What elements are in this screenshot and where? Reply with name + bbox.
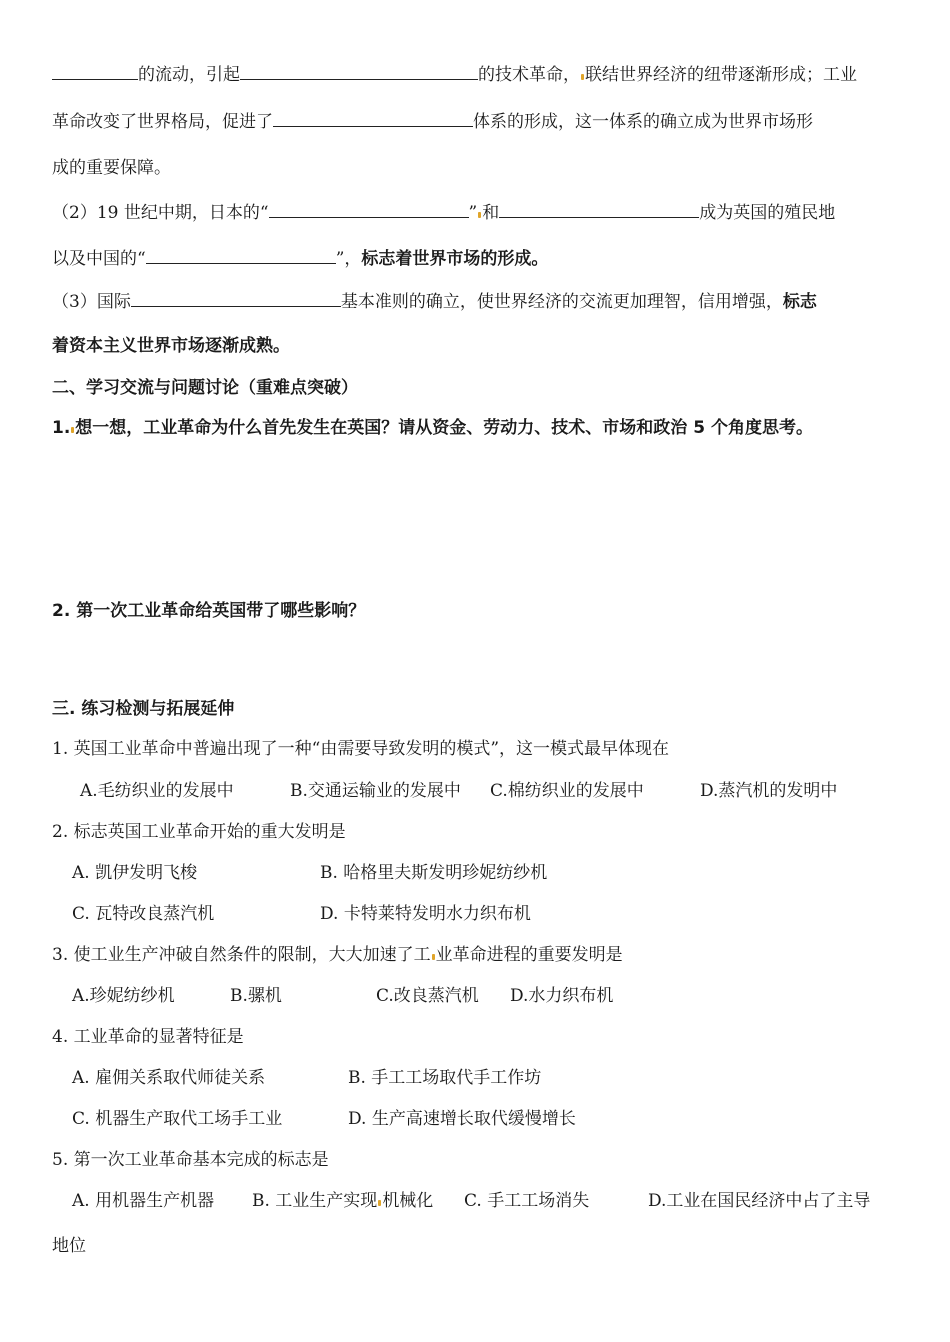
question-3-options: [72, 984, 613, 1008]
question-4-options-row-2: [72, 1107, 576, 1131]
option-a[interactable]: A. 雇佣关系取代师徒关系: [72, 1068, 266, 1088]
annotation-mark: [71, 427, 74, 433]
option-b[interactable]: B. 手工工场取代手工作坊: [348, 1068, 542, 1088]
section-heading-2: 二、学习交流与问题讨论（重难点突破）: [52, 378, 358, 398]
fill-line-7: 着资本主义世界市场逐渐成熟。: [52, 336, 290, 356]
section-heading-3: 三. 练习检测与拓展延伸: [52, 699, 235, 719]
blank-field[interactable]: [131, 289, 341, 307]
question-2-options-row-2: [72, 902, 531, 926]
option-d[interactable]: D.工业在国民经济中占了主导: [648, 1191, 871, 1211]
annotation-mark: [581, 74, 584, 80]
option-d[interactable]: D. 生产高速增长取代缓慢增长: [348, 1109, 576, 1129]
option-b[interactable]: B. 工业生产实现 机械化: [252, 1191, 434, 1211]
option-c[interactable]: C.改良蒸汽机: [376, 986, 479, 1006]
blank-field[interactable]: [269, 200, 469, 218]
fill-line-4: （2）19 世纪中期，日本的“ ” 和 成为英国的殖民地: [52, 200, 835, 225]
question-2-options-row-1: [72, 861, 547, 885]
option-c[interactable]: C. 机器生产取代工场手工业: [72, 1109, 283, 1129]
option-b[interactable]: B.交通运输业的发展中: [290, 781, 461, 801]
option-a[interactable]: A.毛纺织业的发展中: [80, 781, 234, 801]
option-d[interactable]: D. 卡特莱特发明水力织布机: [320, 904, 531, 924]
option-c[interactable]: C. 瓦特改良蒸汽机: [72, 904, 215, 924]
discussion-question-1: 1. 想一想，工业革命为什么首先发生在英国？请从资金、劳动力、技术、市场和政治 5 个角度思考。: [52, 418, 813, 438]
question-2-stem: 2. 标志英国工业革命开始的重大发明是: [52, 822, 346, 842]
annotation-mark: [432, 954, 435, 960]
annotation-mark: [378, 1200, 381, 1206]
question-5-option-d-continued: 地位: [52, 1236, 86, 1256]
fill-line-2: 革命改变了世界格局，促进了 体系的形成，这一体系的确立成为世界市场形: [52, 109, 813, 134]
blank-field[interactable]: [499, 200, 699, 218]
question-5-stem: 5. 第一次工业革命基本完成的标志是: [52, 1150, 329, 1170]
option-d[interactable]: D.蒸汽机的发明中: [700, 781, 838, 801]
option-c[interactable]: C. 手工工场消失: [464, 1191, 590, 1211]
option-a[interactable]: A.珍妮纺纱机: [72, 986, 175, 1006]
question-4-stem: 4. 工业革命的显著特征是: [52, 1027, 244, 1047]
option-b[interactable]: B.骡机: [230, 986, 282, 1006]
discussion-question-2: 2. 第一次工业革命给英国带了哪些影响？: [52, 601, 366, 621]
blank-field[interactable]: [273, 109, 473, 127]
fill-line-5: 以及中国的“ ”，标志着世界市场的形成。: [52, 246, 548, 271]
option-b[interactable]: B. 哈格里夫斯发明珍妮纺纱机: [320, 863, 548, 883]
option-d[interactable]: D.水力织布机: [510, 986, 614, 1006]
annotation-mark: [478, 212, 481, 218]
option-c[interactable]: C.棉纺织业的发展中: [490, 781, 644, 801]
blank-field[interactable]: [240, 62, 478, 80]
fill-line-3: 成的重要保障。: [52, 158, 171, 178]
option-a[interactable]: A. 用机器生产机器: [72, 1191, 215, 1211]
question-1-options: [80, 779, 837, 803]
fill-line-1: 的流动，引起 的技术革命， 联结世界经济的纽带逐渐形成；工业: [52, 62, 857, 87]
question-5-options: [72, 1189, 870, 1213]
question-3-stem: 3. 使工业生产冲破自然条件的限制，大大加速了工 业革命进程的重要发明是: [52, 945, 623, 965]
blank-field[interactable]: [52, 62, 138, 80]
question-1-stem: 1. 英国工业革命中普遍出现了一种“由需要导致发明的模式”，这一模式最早体现在: [52, 739, 670, 759]
fill-line-6: （3）国际 基本准则的确立，使世界经济的交流更加理智，信用增强，标志: [52, 289, 817, 314]
blank-field[interactable]: [146, 246, 336, 264]
question-4-options-row-1: [72, 1066, 541, 1090]
option-a[interactable]: A. 凯伊发明飞梭: [72, 863, 198, 883]
